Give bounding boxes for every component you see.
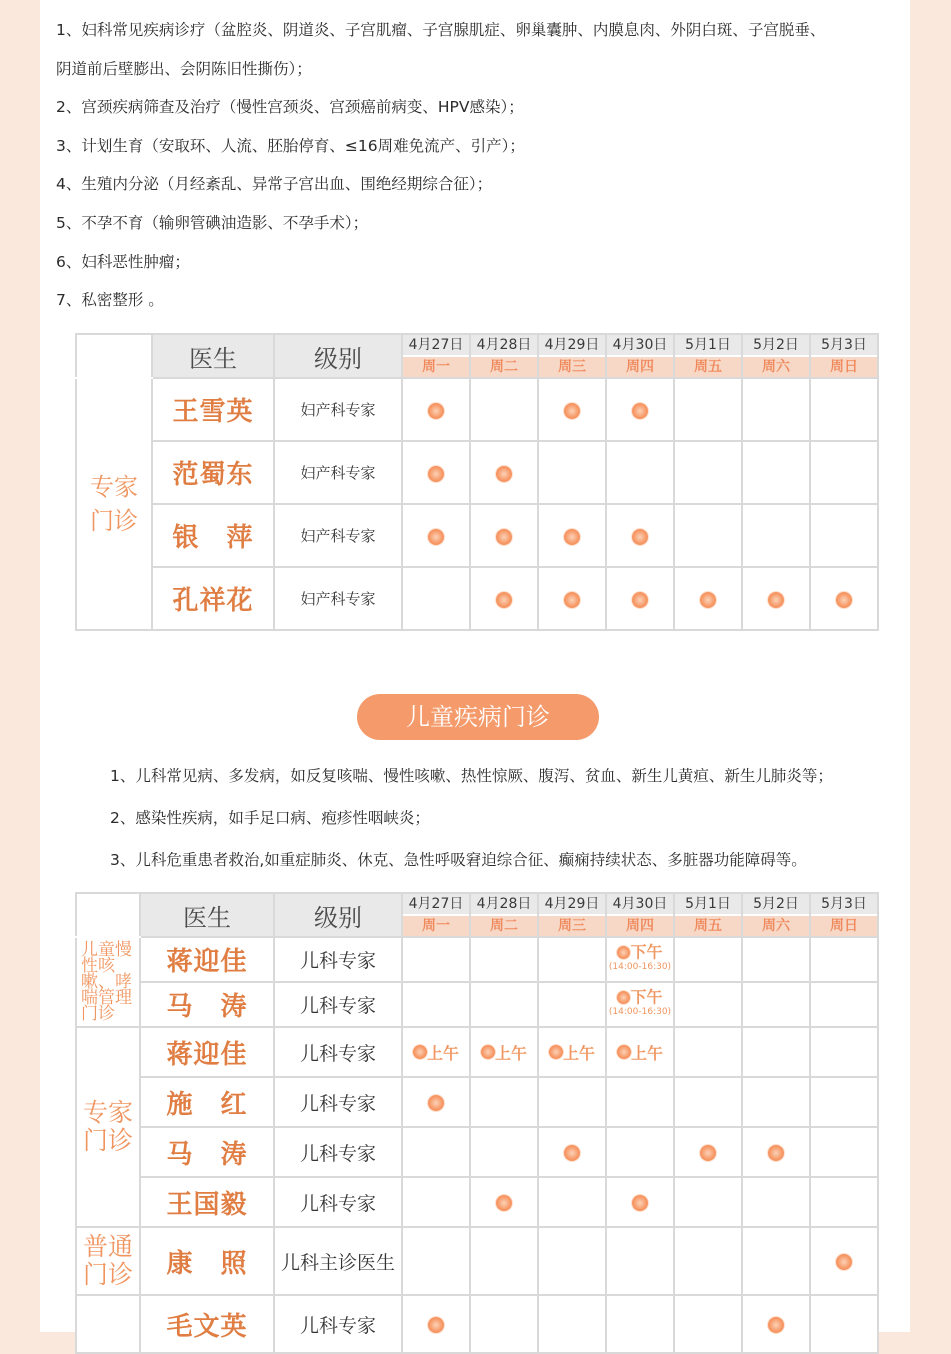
list-item: 5、不孕不育（输卵管碘油造影、不孕手术）； — [56, 214, 369, 232]
group-side-label: 儿童慢性咳嗽、哮喘管理门诊 — [76, 937, 140, 1027]
afternoon-label: 下午 — [630, 942, 663, 962]
level-column-header: 级别 — [274, 334, 402, 378]
schedule-cell — [674, 567, 742, 630]
date-label: 5月1日 — [675, 335, 741, 355]
doctor-name: 王国毅 — [140, 1177, 274, 1227]
schedule-cell — [674, 1027, 742, 1077]
schedule-cell — [674, 937, 742, 982]
date-label: 4月27日 — [403, 335, 469, 355]
schedule-cell — [402, 1227, 470, 1295]
clinic-day-dot-icon — [632, 592, 648, 608]
schedule-cell — [470, 441, 538, 504]
afternoon-time: (14:00-16:30) — [608, 1006, 672, 1017]
schedule-cell — [810, 504, 878, 567]
date-header-2 — [470, 334, 538, 378]
list-item: 2、感染性疾病，如手足口病、疱疹性咽峡炎； — [110, 809, 430, 827]
doctor-name: 康 照 — [140, 1227, 274, 1295]
clinic-day-dot-icon — [564, 592, 580, 608]
doctor-level: 儿科主诊医生 — [274, 1227, 402, 1295]
list-item: 阴道前后壁膨出、会阴陈旧性撕伤）； — [56, 59, 312, 78]
schedule-cell — [742, 937, 810, 982]
schedule-cell — [402, 982, 470, 1027]
schedule-cell — [606, 441, 674, 504]
schedule-cell — [674, 1227, 742, 1295]
doctor-column-header: 医生 — [152, 334, 274, 378]
weekday-label: 周三 — [539, 355, 605, 377]
doctor-name: 施 红 — [140, 1077, 274, 1127]
schedule-cell — [470, 567, 538, 630]
afternoon-top — [617, 942, 662, 961]
clinic-day-dot-icon — [428, 466, 444, 482]
date-label: 4月30日 — [607, 335, 673, 355]
schedule-cell — [810, 567, 878, 630]
schedule-cell — [470, 1177, 538, 1227]
side-header-cell — [76, 334, 152, 378]
pediatrics-section-banner: 儿童疾病门诊 — [357, 694, 599, 740]
schedule-cell — [538, 1227, 606, 1295]
date-label: 5月1日 — [675, 894, 741, 914]
doctor-level: 儿科专家 — [274, 1177, 402, 1227]
schedule-cell — [606, 1127, 674, 1177]
gynecology-schedule-table — [75, 333, 879, 631]
doctor-level: 儿科专家 — [274, 1027, 402, 1077]
clinic-day-dot-icon — [632, 529, 648, 545]
list-item: 3、儿科危重患者救治,如重症肺炎、休克、急性呼吸窘迫综合征、癫痫持续状态、多脏器功能障碍等。 — [110, 851, 807, 869]
list-item: 4、生殖内分泌（月经紊乱、异常子宫出血、围绝经期综合征）； — [56, 175, 493, 194]
clinic-day-dot-icon — [768, 1317, 784, 1333]
date-label: 5月3日 — [811, 335, 877, 355]
weekday-label: 周六 — [743, 914, 809, 936]
schedule-cell — [742, 504, 810, 567]
list-item: 3、计划生育（安取环、人流、胚胎停育、≤16周难免流产、引产）； — [56, 136, 525, 155]
weekday-label: 周四 — [607, 914, 673, 936]
doctor-name: 银 萍 — [152, 504, 274, 567]
date-header-6 — [742, 893, 810, 937]
schedule-cell — [810, 1027, 878, 1077]
schedule-cell — [810, 1295, 878, 1353]
doctor-name: 蒋迎佳 — [140, 1027, 274, 1077]
doctor-name: 毛文英 — [140, 1295, 274, 1353]
clinic-day-dot-icon — [564, 1145, 580, 1161]
date-label: 4月28日 — [471, 335, 537, 355]
schedule-cell — [402, 441, 470, 504]
weekday-label: 周日 — [811, 355, 877, 377]
weekday-label: 周二 — [471, 914, 537, 936]
date-label: 4月29日 — [539, 894, 605, 914]
schedule-cell — [606, 1295, 674, 1353]
date-label: 5月2日 — [743, 894, 809, 914]
list-item: 2、宫颈疾病筛查及治疗（慢性宫颈炎、宫颈癌前病变、HPV感染）； — [56, 98, 524, 117]
schedule-cell — [470, 1127, 538, 1177]
schedule-cell — [470, 982, 538, 1027]
clinic-day-dot-icon — [428, 529, 444, 545]
weekday-label: 周一 — [403, 355, 469, 377]
schedule-cell — [810, 1127, 878, 1177]
schedule-cell — [538, 982, 606, 1027]
schedule-cell — [810, 441, 878, 504]
weekday-label: 周五 — [675, 355, 741, 377]
clinic-day-dot-icon — [700, 592, 716, 608]
clinic-day-dot-icon — [632, 403, 648, 419]
weekday-label: 周五 — [675, 914, 741, 936]
schedule-cell — [742, 1127, 810, 1177]
side-header-cell — [76, 893, 140, 937]
clinic-day-dot-icon — [496, 1195, 512, 1211]
doctor-level: 妇产科专家 — [274, 567, 402, 630]
doctor-name: 马 涛 — [140, 1127, 274, 1177]
doctor-name: 蒋迎佳 — [140, 937, 274, 982]
schedule-cell — [606, 504, 674, 567]
clinic-day-dot-icon — [836, 592, 852, 608]
schedule-cell — [742, 1295, 810, 1353]
afternoon-time: (14:00-16:30) — [608, 961, 672, 972]
schedule-cell — [538, 378, 606, 441]
schedule-cell — [742, 1027, 810, 1077]
schedule-cell — [402, 1127, 470, 1177]
weekday-label: 周一 — [403, 914, 469, 936]
date-header-7 — [810, 334, 878, 378]
clinic-day-dot-icon — [617, 991, 630, 1004]
schedule-cell — [470, 1027, 538, 1077]
weekday-label: 周二 — [471, 355, 537, 377]
doctor-column-header: 医生 — [140, 893, 274, 937]
clinic-day-dot-icon — [496, 592, 512, 608]
schedule-cell — [470, 1077, 538, 1127]
list-item: 6、妇科恶性肿瘤； — [56, 252, 190, 271]
list-item: 7、私密整形 。 — [56, 291, 164, 310]
schedule-cell — [742, 567, 810, 630]
schedule-cell — [538, 441, 606, 504]
schedule-cell — [402, 1177, 470, 1227]
date-header-6 — [742, 334, 810, 378]
schedule-cell — [402, 378, 470, 441]
schedule-cell — [402, 937, 470, 982]
level-column-header: 级别 — [274, 893, 402, 937]
date-header-3 — [538, 334, 606, 378]
date-header-2 — [470, 893, 538, 937]
schedule-cell — [402, 504, 470, 567]
weekday-label: 周四 — [607, 355, 673, 377]
schedule-cell — [742, 441, 810, 504]
afternoon-slot — [608, 942, 672, 974]
clinic-day-dot-icon — [836, 1254, 852, 1270]
doctor-level: 儿科专家 — [274, 982, 402, 1027]
schedule-cell — [470, 1295, 538, 1353]
schedule-cell — [606, 1077, 674, 1127]
clinic-day-dot-icon — [428, 1095, 444, 1111]
doctor-name: 范蜀东 — [152, 441, 274, 504]
schedule-cell — [674, 441, 742, 504]
schedule-cell — [402, 567, 470, 630]
schedule-cell — [810, 1227, 878, 1295]
doctor-level: 妇产科专家 — [274, 441, 402, 504]
date-header-7 — [810, 893, 878, 937]
date-header-3 — [538, 893, 606, 937]
morning-label: 上午 — [426, 1043, 459, 1063]
date-label: 4月27日 — [403, 894, 469, 914]
schedule-cell — [606, 567, 674, 630]
schedule-cell — [538, 1077, 606, 1127]
schedule-cell — [742, 1177, 810, 1227]
schedule-cell — [470, 937, 538, 982]
schedule-cell — [538, 567, 606, 630]
date-header-5 — [674, 893, 742, 937]
group-side-label — [76, 1295, 140, 1353]
schedule-cell — [674, 1295, 742, 1353]
date-label: 4月29日 — [539, 335, 605, 355]
clinic-day-dot-icon — [496, 466, 512, 482]
date-header-4 — [606, 893, 674, 937]
schedule-cell — [538, 1295, 606, 1353]
schedule-cell — [402, 1027, 470, 1077]
schedule-cell — [470, 378, 538, 441]
doctor-level: 妇产科专家 — [274, 504, 402, 567]
schedule-cell — [674, 1127, 742, 1177]
specialist-clinic-label: 专家 门诊 — [76, 378, 152, 630]
schedule-cell — [538, 1177, 606, 1227]
clinic-day-dot-icon — [617, 946, 630, 959]
date-label: 4月28日 — [471, 894, 537, 914]
date-label: 5月3日 — [811, 894, 877, 914]
clinic-day-dot-icon — [428, 403, 444, 419]
schedule-cell — [606, 1177, 674, 1227]
afternoon-top — [617, 987, 662, 1006]
doctor-level: 儿科专家 — [274, 1127, 402, 1177]
doctor-name: 孔祥花 — [152, 567, 274, 630]
clinic-day-dot-icon — [413, 1045, 427, 1059]
schedule-cell — [810, 982, 878, 1027]
schedule-cell — [742, 982, 810, 1027]
schedule-cell — [810, 1077, 878, 1127]
schedule-cell — [470, 1227, 538, 1295]
group-side-label: 专家 门诊 — [76, 1027, 140, 1227]
group-side-label: 普通 门诊 — [76, 1227, 140, 1295]
schedule-cell — [674, 1177, 742, 1227]
clinic-day-dot-icon — [564, 403, 580, 419]
schedule-cell — [470, 504, 538, 567]
doctor-name: 王雪英 — [152, 378, 274, 441]
date-header-4 — [606, 334, 674, 378]
clinic-day-dot-icon — [496, 529, 512, 545]
clinic-day-dot-icon — [428, 1317, 444, 1333]
morning-label: 上午 — [630, 1043, 663, 1063]
schedule-cell — [402, 1077, 470, 1127]
date-label: 5月2日 — [743, 335, 809, 355]
schedule-cell — [538, 937, 606, 982]
clinic-day-dot-icon — [564, 529, 580, 545]
date-header-1 — [402, 893, 470, 937]
weekday-label: 周日 — [811, 914, 877, 936]
schedule-cell — [538, 504, 606, 567]
schedule-cell — [674, 982, 742, 1027]
weekday-label: 周六 — [743, 355, 809, 377]
clinic-day-dot-icon — [768, 1145, 784, 1161]
schedule-cell — [606, 1227, 674, 1295]
doctor-level: 妇产科专家 — [274, 378, 402, 441]
schedule-cell — [742, 378, 810, 441]
clinic-day-dot-icon — [632, 1195, 648, 1211]
clinic-day-dot-icon — [768, 592, 784, 608]
afternoon-label: 下午 — [630, 987, 663, 1007]
schedule-cell — [606, 937, 674, 982]
doctor-level: 儿科专家 — [274, 937, 402, 982]
date-header-1 — [402, 334, 470, 378]
schedule-cell — [538, 1127, 606, 1177]
doctor-name: 马 涛 — [140, 982, 274, 1027]
schedule-cell — [674, 378, 742, 441]
schedule-cell — [402, 1295, 470, 1353]
doctor-level: 儿科专家 — [274, 1295, 402, 1353]
clinic-day-dot-icon — [481, 1045, 495, 1059]
clinic-day-dot-icon — [617, 1045, 631, 1059]
date-header-5 — [674, 334, 742, 378]
list-item: 1、妇科常见疾病诊疗（盆腔炎、阴道炎、子宫肌瘤、子宫腺肌症、卵巢囊肿、内膜息肉、外阴白斑、子宫脱垂、 — [56, 21, 826, 39]
list-item: 1、儿科常见病、多发病，如反复咳喘、慢性咳嗽、热性惊厥、腹泻、贫血、新生儿黄疸、新生儿肺炎等； — [110, 767, 833, 785]
schedule-cell — [606, 982, 674, 1027]
schedule-cell — [810, 937, 878, 982]
schedule-cell — [606, 1027, 674, 1077]
doctor-level: 儿科专家 — [274, 1077, 402, 1127]
schedule-cell — [674, 1077, 742, 1127]
schedule-cell — [674, 504, 742, 567]
schedule-cell — [742, 1077, 810, 1127]
morning-label: 上午 — [562, 1043, 595, 1063]
morning-label: 上午 — [494, 1043, 527, 1063]
weekday-label: 周三 — [539, 914, 605, 936]
schedule-cell — [538, 1027, 606, 1077]
schedule-cell — [606, 378, 674, 441]
clinic-day-dot-icon — [549, 1045, 563, 1059]
schedule-cell — [810, 1177, 878, 1227]
schedule-cell — [810, 378, 878, 441]
pediatrics-schedule-table — [75, 892, 879, 1354]
clinic-day-dot-icon — [700, 1145, 716, 1161]
schedule-cell — [742, 1227, 810, 1295]
date-label: 4月30日 — [607, 894, 673, 914]
afternoon-slot — [608, 987, 672, 1019]
